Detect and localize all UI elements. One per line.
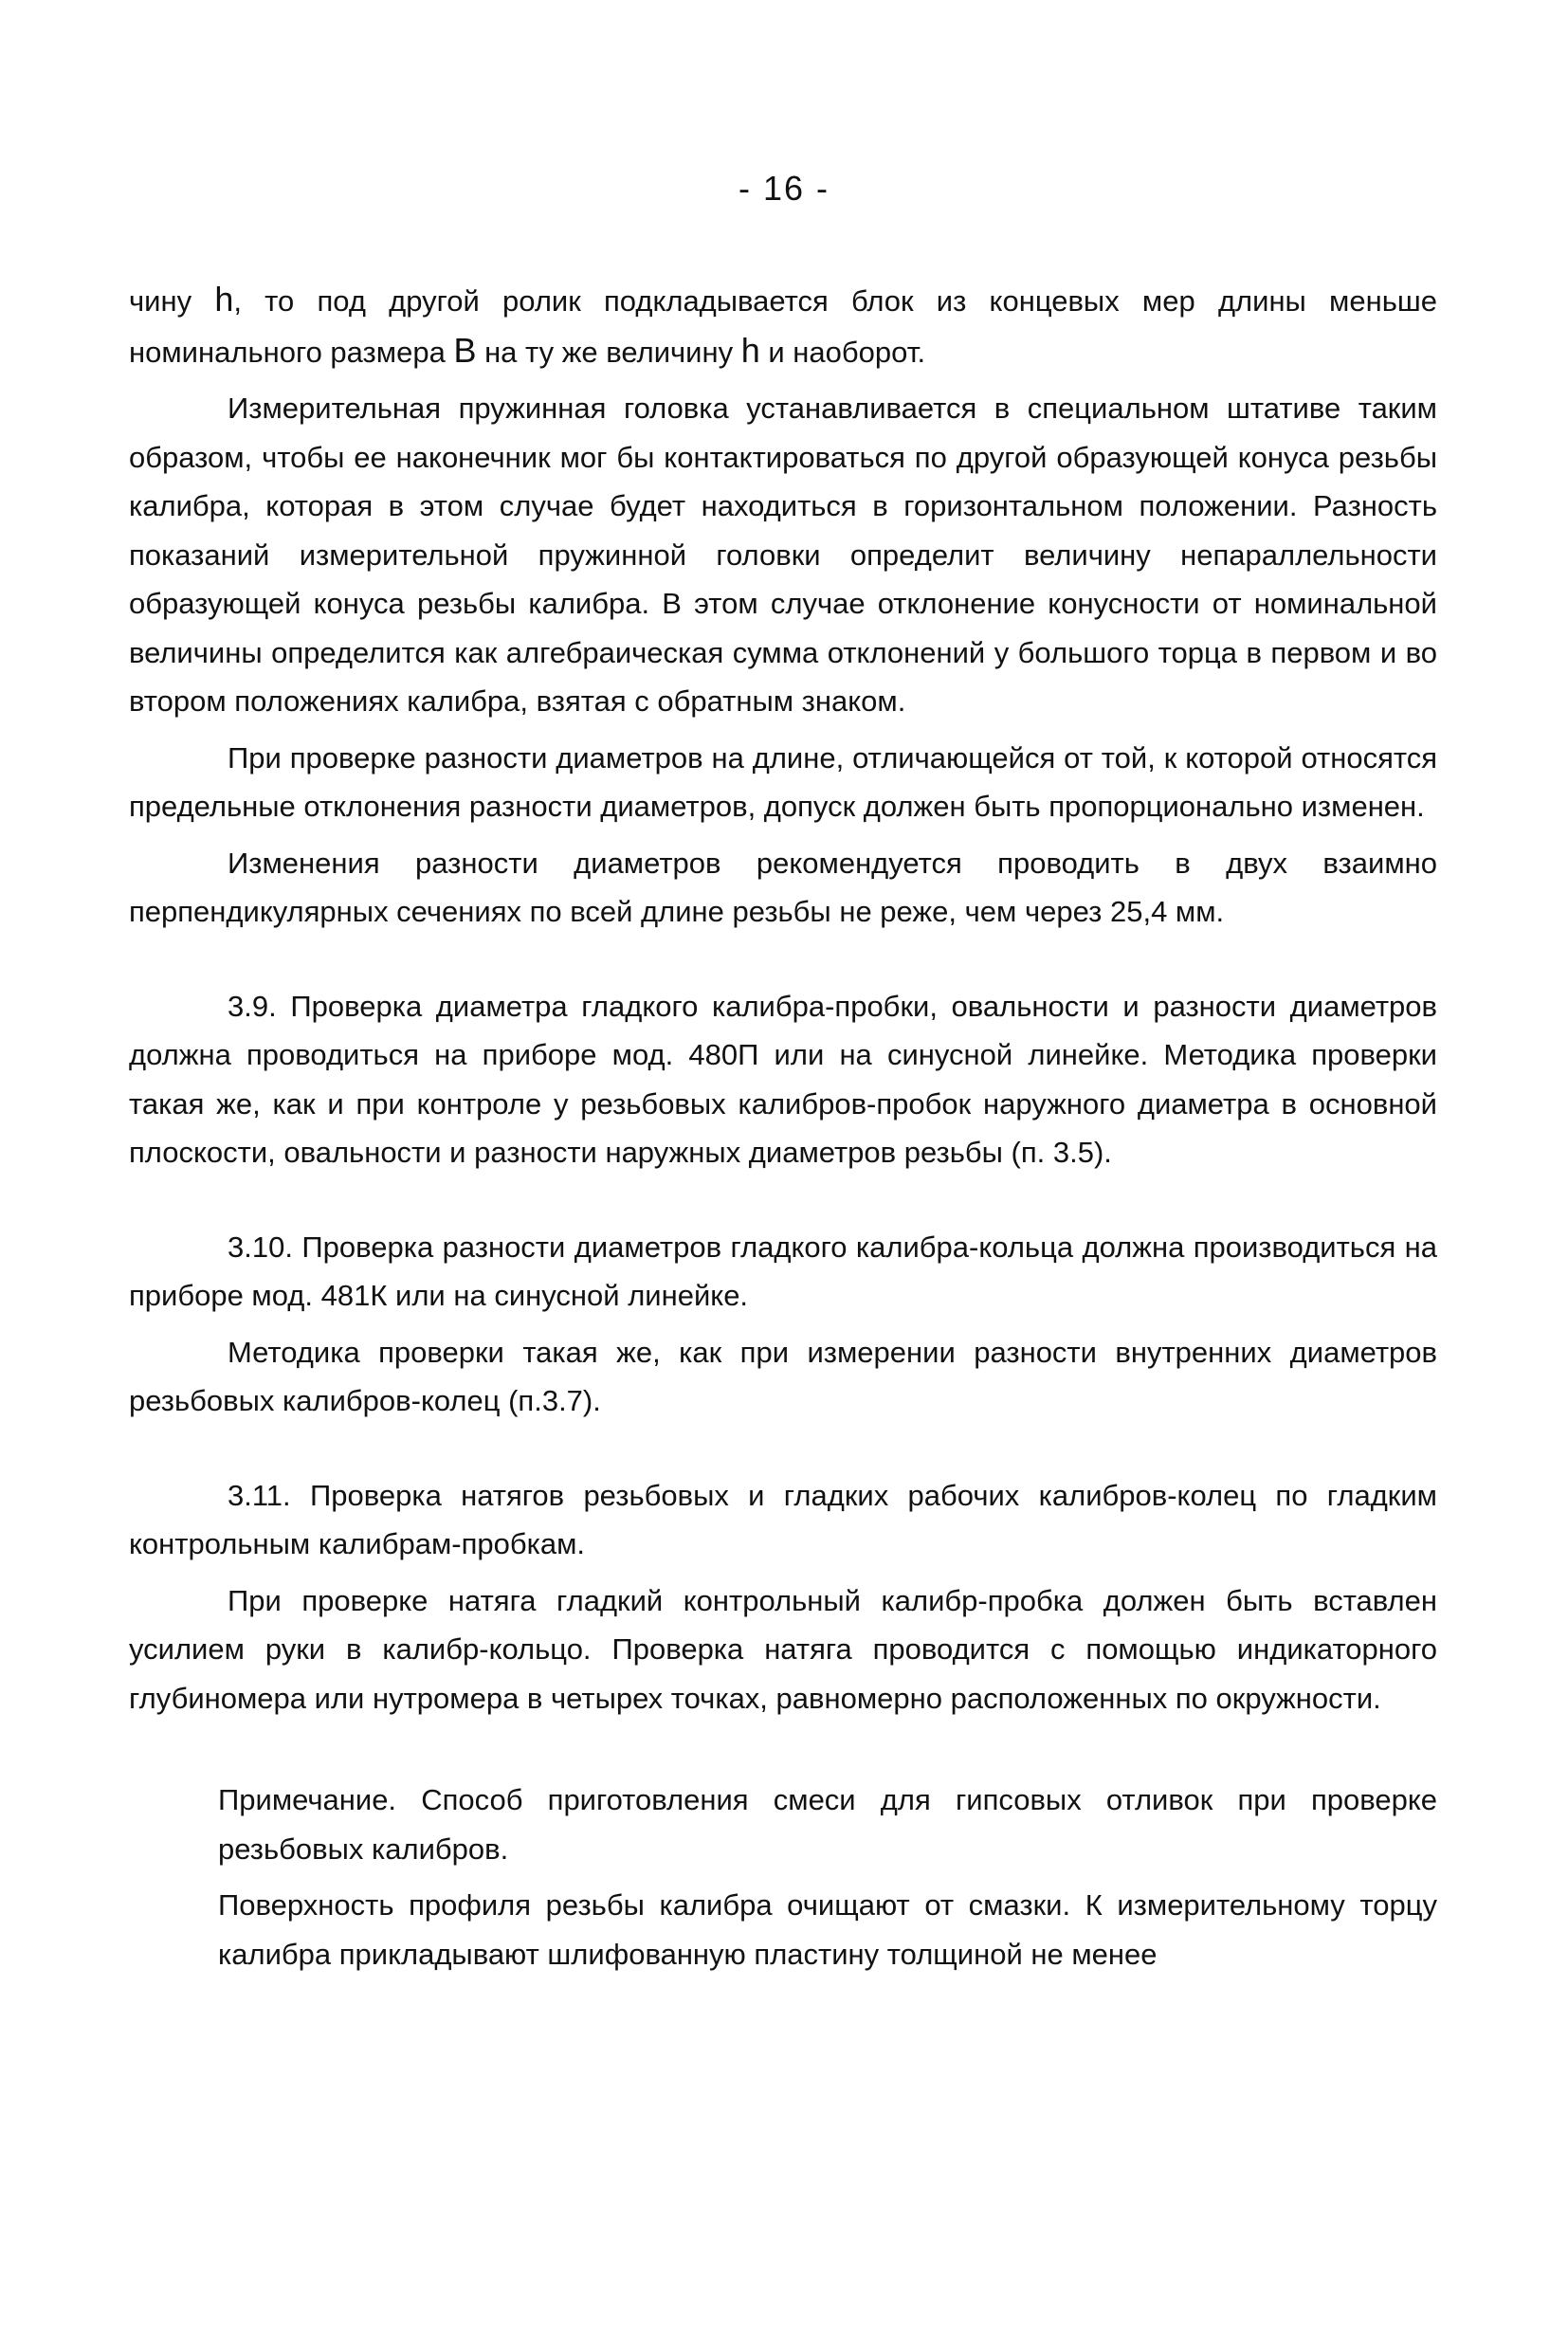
paragraph-continuation (129, 275, 1437, 376)
page-body (129, 275, 1437, 1978)
note-block (129, 1776, 1437, 1978)
symbol-h: h (214, 280, 234, 319)
symbol-h: h (740, 330, 760, 370)
text-run: чину (129, 284, 215, 318)
paragraph-method-3-10: Методика проверки такая же, как при измерении разности внутренних диаметров резьбовых калибров-колец (п.3.7). (129, 1335, 1437, 1417)
text-run: на ту же величину (476, 335, 741, 369)
section-3-10: 3.10. Проверка разности диаметров гладкого калибра-кольца должна производиться на приборе мод. 481К или на синусной линейке. (129, 1230, 1437, 1312)
paragraph-diameter-changes: Изменения разности диаметров рекомендуется проводить в двух взаимно перпендикулярных сечениях по всей длине резьбы не реже, чем через 25,4 мм. (129, 846, 1437, 928)
section-3-9: 3.9. Проверка диаметра гладкого калибра-пробки, овальности и разности диаметров должна проводиться на приборе мод. 480П или на синусной линейке. Методика проверки такая же, как и при контроле у резьбовых калибров-пробок наружного диаметра в основной плоскости, овальности и разности наружных диаметров резьбы (п. 3.5). (129, 989, 1437, 1169)
paragraph-tension-check: При проверке натяга гладкий контрольный калибр-пробка должен быть вставлен усилием руки в калибр-кольцо. Проверка натяга проводится с помощью индикаторного глубиномера или нутромера в четырех точках, равномерно расположенных по окружности. (129, 1583, 1437, 1715)
text-run: , то под другой ролик подкладывается блок из концевых мер длины меньше номинального размера (129, 284, 1437, 369)
paragraph-diameter-length: При проверке разности диаметров на длине, отличающейся от той, к которой относятся предельные отклонения разности диаметров, допуск должен быть пропорционально изменен. (129, 740, 1437, 823)
page-number: - 16 - (738, 169, 830, 208)
paragraph-spring-head: Измерительная пружинная головка устанавливается в специальном штативе таким образом, чтобы ее наконечник мог бы контактироваться по другой образующей конуса резьбы калибра, которая в этом случае будет находиться в горизонтальном положении. Разность показаний измерительной пружинной головки определит величину непараллельности образующей конуса резьбы калибра. В этом случае отклонение конусности от номинальной величины определится как алгебраическая сумма отклонений у большого торца в первом и во втором положениях калибра, взятая с обратным знаком. (129, 392, 1437, 718)
text-run: и наоборот. (759, 335, 926, 369)
symbol-b: B (453, 330, 477, 370)
section-3-11: 3.11. Проверка натягов резьбовых и гладких рабочих калибров-колец по гладким контрольным калибрам-пробкам. (129, 1478, 1437, 1560)
note-text: Поверхность профиля резьбы калибра очищают от смазки. К измерительному торцу калибра прикладывают шлифованную пластину толщиной не менее (218, 1888, 1437, 1971)
note-title: Примечание. Способ приготовления смеси для гипсовых отливок при проверке резьбовых калибров. (218, 1783, 1437, 1866)
